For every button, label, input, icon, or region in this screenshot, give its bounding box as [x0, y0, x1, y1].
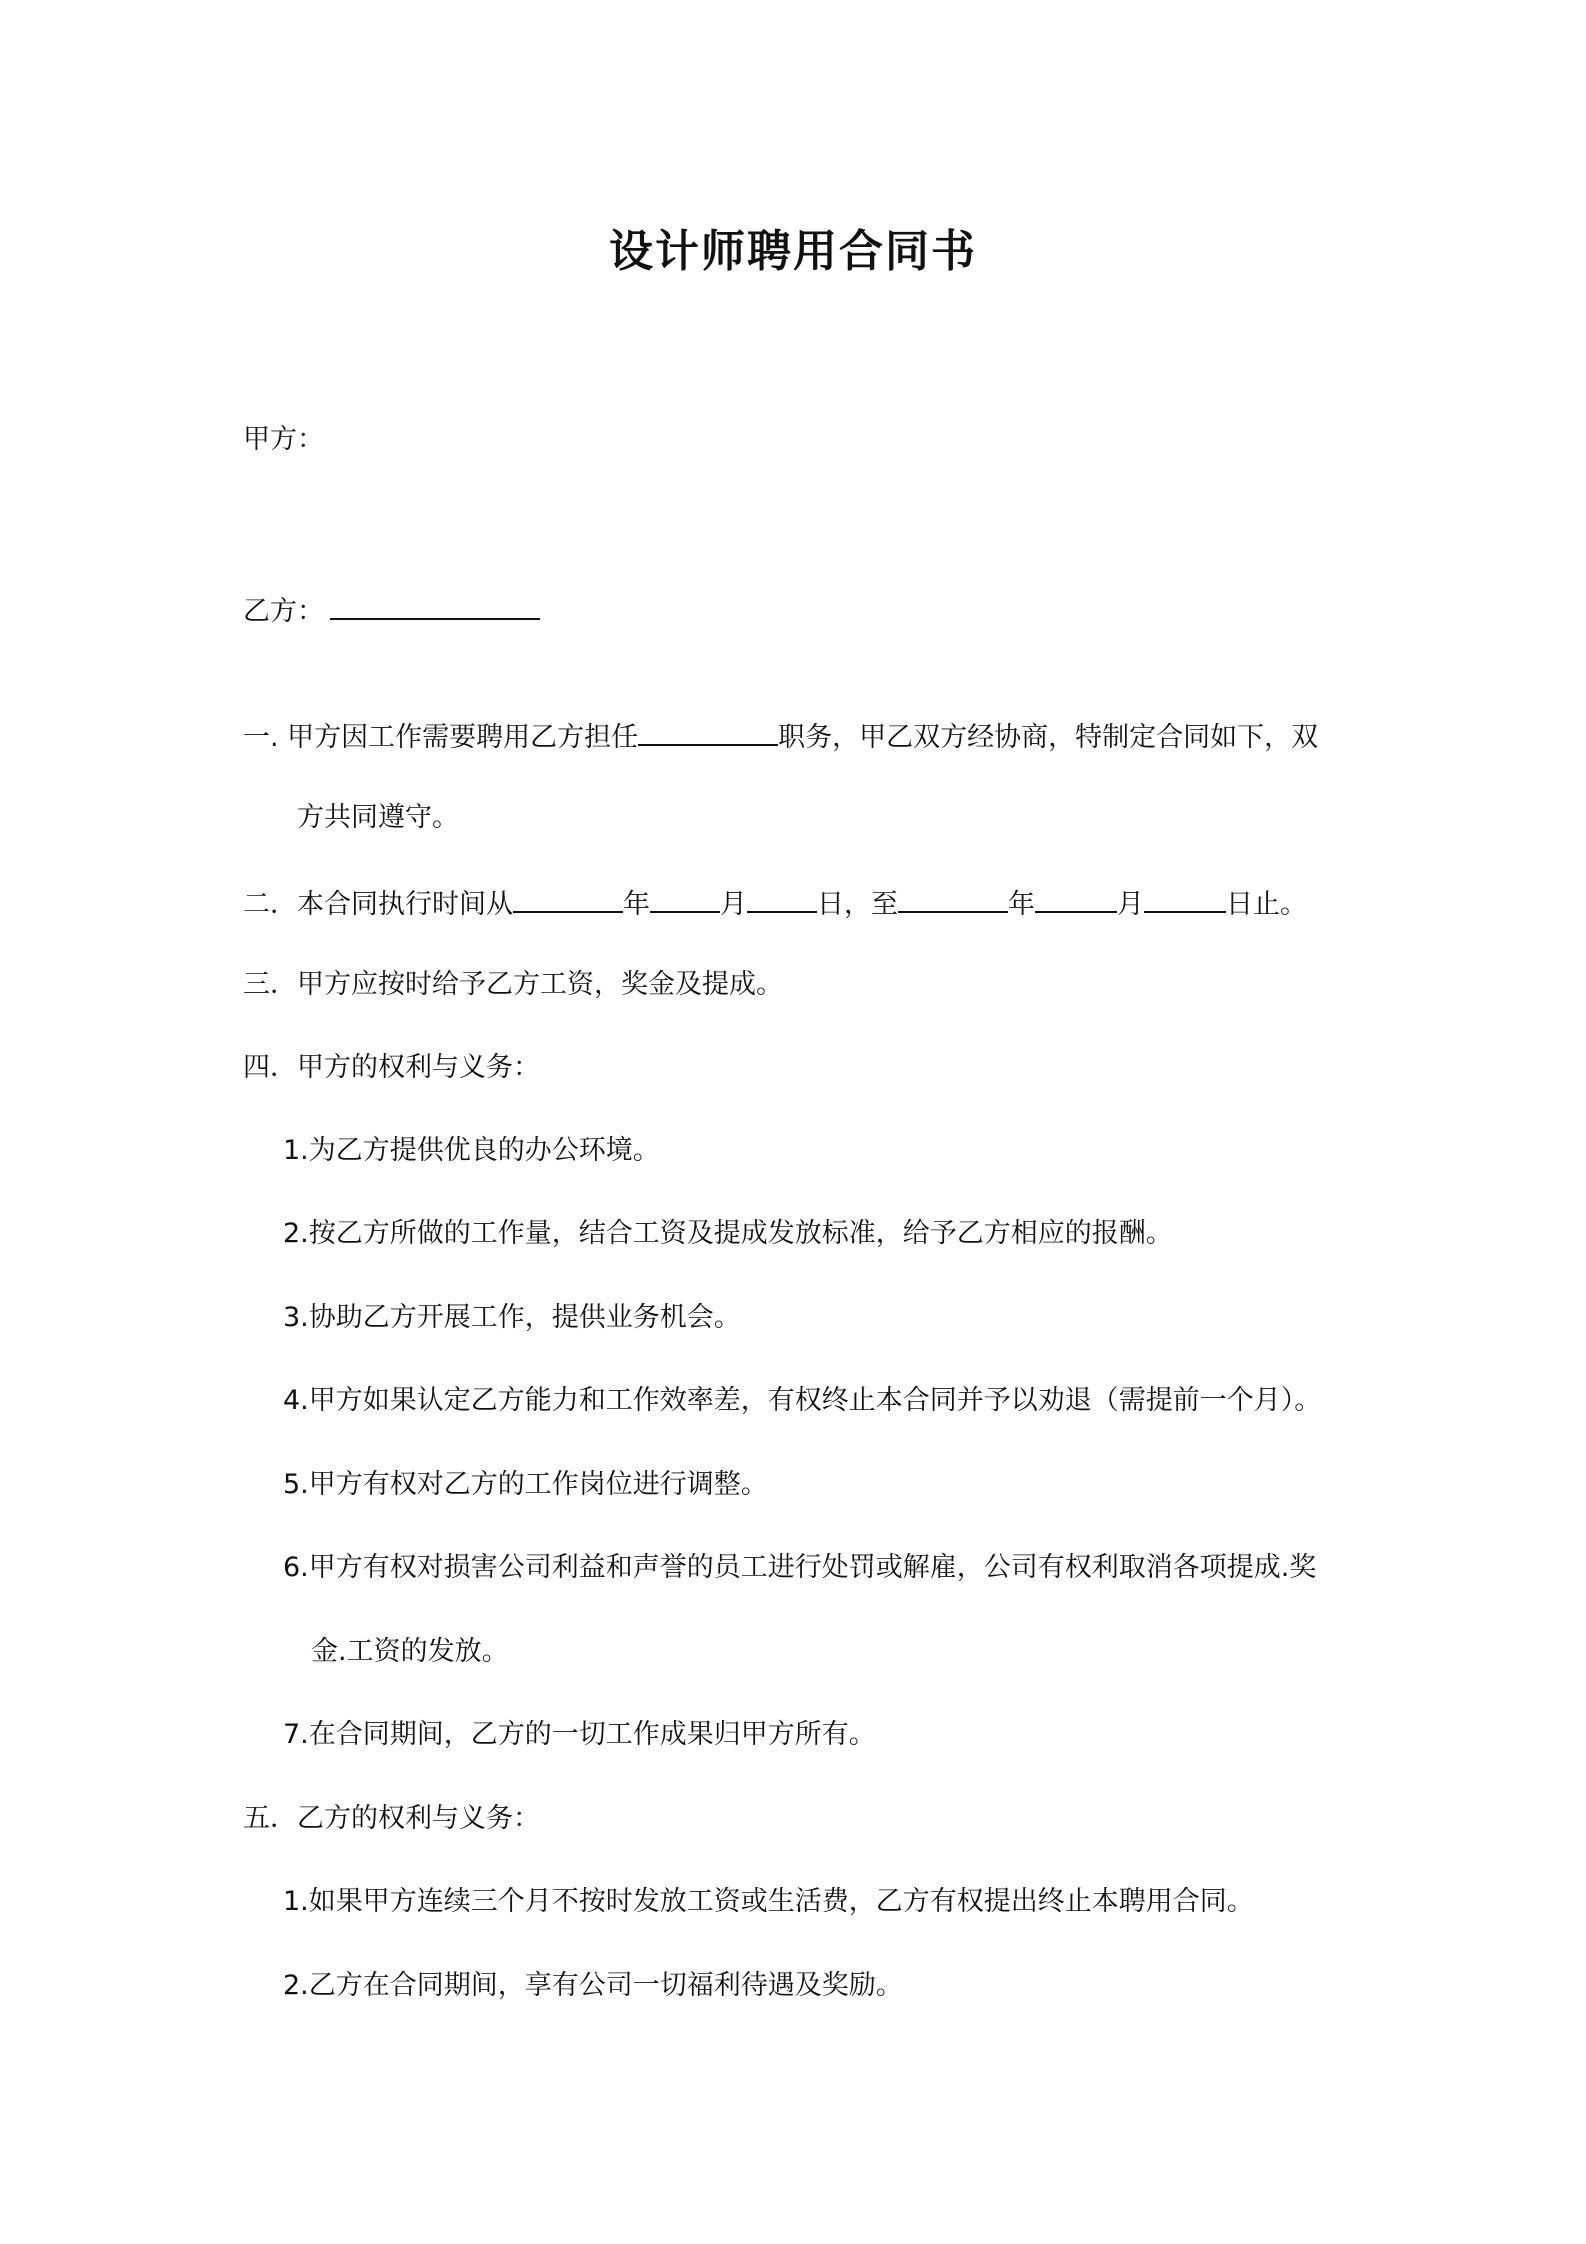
month-label: 月 [720, 889, 747, 920]
clause-1-line-2: 方共同遵守。 [297, 802, 459, 833]
document-title: 设计师聘用合同书 [609, 226, 977, 277]
position-blank [638, 714, 778, 746]
clause-1-line-1 [243, 714, 1318, 758]
day-end-label: 日止。 [1226, 889, 1307, 920]
party-a-label: 甲方： [243, 424, 324, 455]
clause-5-item-2: 2.乙方在合同期间，享有公司一切福利待遇及奖励。 [283, 1970, 903, 2001]
clause-2-line [243, 881, 1307, 925]
clause-1-text-cont: 职务，甲乙双方经协商，特制定合同如下，双 [778, 722, 1319, 753]
clause-3: 三．甲方应按时给予乙方工资，奖金及提成。 [243, 969, 783, 1000]
month-label-2: 月 [1117, 889, 1144, 920]
party-b-blank [330, 588, 540, 620]
party-b-label: 乙方： [243, 596, 324, 627]
clause-4-item-7: 7.在合同期间，乙方的一切工作成果归甲方所有。 [283, 1719, 876, 1750]
clause-4-item-5: 5.甲方有权对乙方的工作岗位进行调整。 [283, 1469, 768, 1500]
clause-4-item-6-cont: 金.工资的发放。 [311, 1636, 509, 1667]
clause-1-text: 一. 甲方因工作需要聘用乙方担任 [243, 722, 639, 753]
day-to-label: 日，至 [817, 889, 898, 920]
end-day-blank [1144, 881, 1226, 913]
clause-4-item-4: 4.甲方如果认定乙方能力和工作效率差，有权终止本合同并予以劝退（需提前一个月）。 [283, 1385, 1322, 1416]
clause-5-heading: 五．乙方的权利与义务： [243, 1803, 540, 1834]
clause-2-text: 二．本合同执行时间从 [243, 889, 513, 920]
end-month-blank [1035, 881, 1117, 913]
clause-4-item-1: 1.为乙方提供优良的办公环境。 [283, 1135, 660, 1166]
year-label-2: 年 [1008, 889, 1035, 920]
clause-5-item-1: 1.如果甲方连续三个月不按时发放工资或生活费，乙方有权提出终止本聘用合同。 [283, 1886, 1254, 1917]
party-b-line [243, 588, 540, 632]
clause-4-item-6: 6.甲方有权对损害公司利益和声誉的员工进行处罚或解雇，公司有权利取消各项提成.奖 [283, 1552, 1317, 1583]
start-month-blank [650, 881, 720, 913]
start-day-blank [747, 881, 817, 913]
end-year-blank [898, 881, 1008, 913]
clause-4-heading: 四．甲方的权利与义务： [243, 1052, 540, 1083]
start-year-blank [513, 881, 623, 913]
year-label: 年 [623, 889, 650, 920]
clause-4-item-3: 3.协助乙方开展工作，提供业务机会。 [283, 1302, 741, 1333]
clause-4-item-2: 2.按乙方所做的工作量，结合工资及提成发放标准，给予乙方相应的报酬。 [283, 1218, 1173, 1249]
